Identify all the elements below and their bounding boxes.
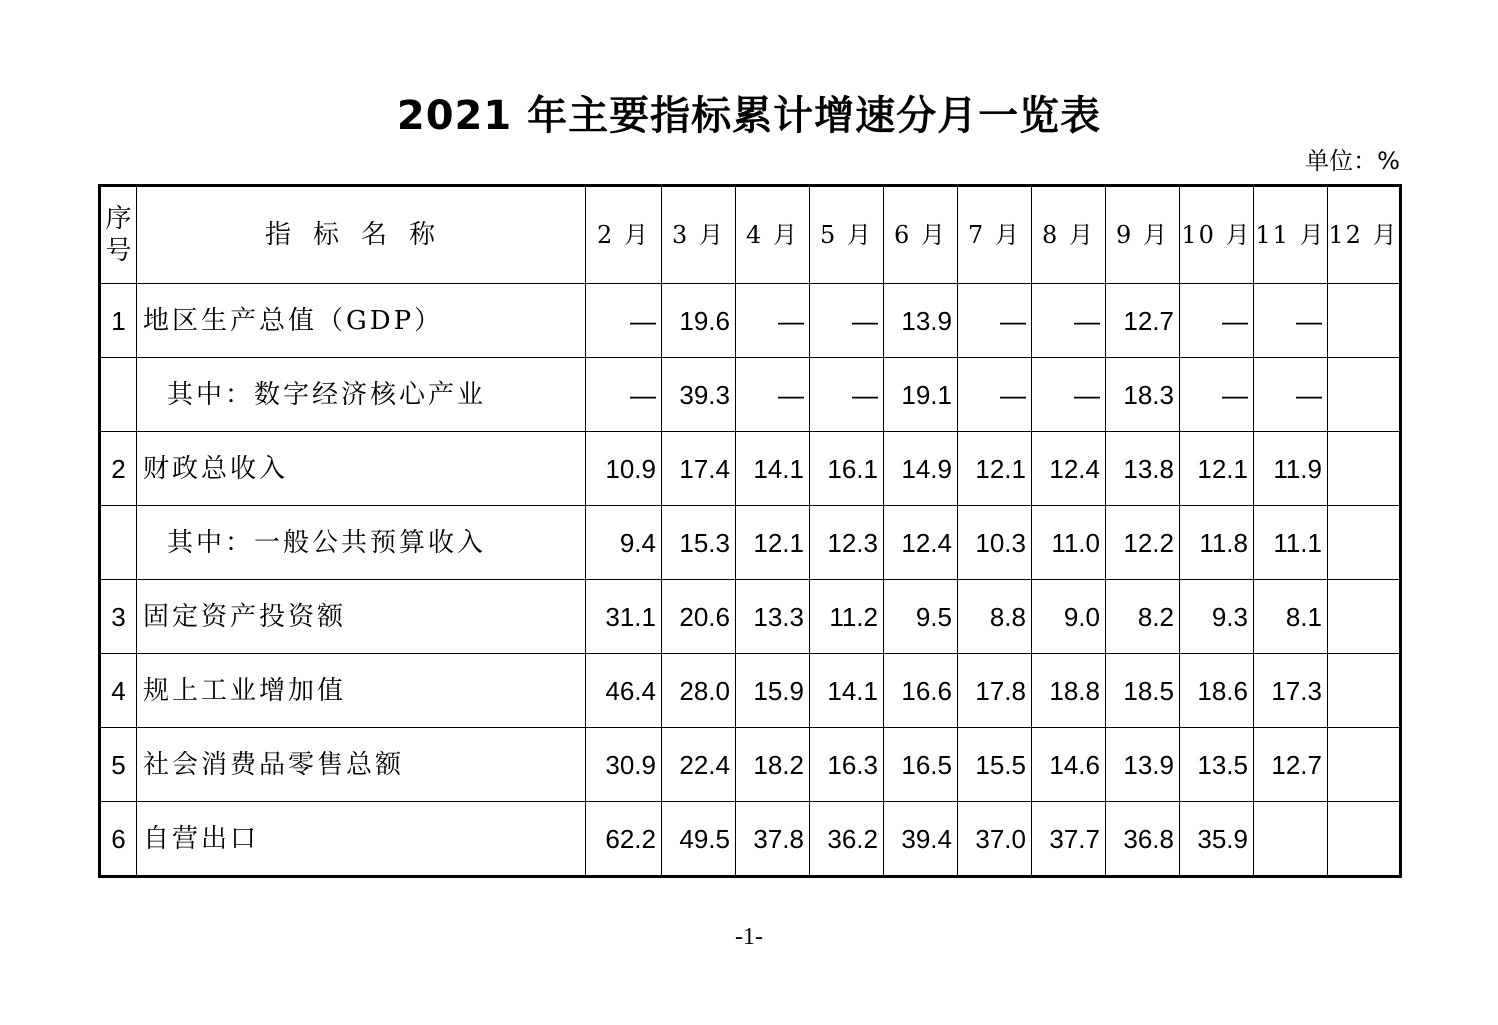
value-cell: 13.9 [884,284,958,358]
value-cell [1328,284,1401,358]
value-cell: 46.4 [586,654,662,728]
value-cell: 18.2 [736,728,810,802]
value-cell: 15.3 [662,506,736,580]
month-column-header: 4 月 [736,186,810,284]
indicator-table [98,184,1402,878]
value-cell: — [958,358,1032,432]
value-cell: 8.2 [1106,580,1180,654]
row-seq-cell: 6 [100,802,137,877]
value-cell: 20.6 [662,580,736,654]
value-cell: — [1032,284,1106,358]
month-column-header: 6 月 [884,186,958,284]
page-number: -1- [735,924,763,950]
row-seq-cell: 5 [100,728,137,802]
value-cell: 8.8 [958,580,1032,654]
value-cell: 39.3 [662,358,736,432]
value-cell: 12.7 [1106,284,1180,358]
month-column-header: 8 月 [1032,186,1106,284]
seq-header-top: 序 [105,204,132,234]
value-cell: 8.1 [1254,580,1328,654]
value-cell: — [1254,284,1328,358]
value-cell: 11.9 [1254,432,1328,506]
row-indicator-name: 地区生产总值（GDP） [137,284,586,358]
value-cell: 12.4 [884,506,958,580]
value-cell: 16.1 [810,432,884,506]
value-cell: 31.1 [586,580,662,654]
seq-header-bottom: 号 [105,236,132,266]
month-column-header: 7 月 [958,186,1032,284]
table-row [100,284,1401,358]
value-cell: 28.0 [662,654,736,728]
value-cell: 10.9 [586,432,662,506]
row-indicator-name: 固定资产投资额 [137,580,586,654]
value-cell [1328,580,1401,654]
value-cell: 62.2 [586,802,662,877]
value-cell: 12.1 [736,506,810,580]
value-cell: 14.1 [810,654,884,728]
value-cell: 14.6 [1032,728,1106,802]
value-cell: 16.3 [810,728,884,802]
table-row [100,432,1401,506]
value-cell: 19.1 [884,358,958,432]
value-cell: 30.9 [586,728,662,802]
month-column-header: 11 月 [1254,186,1328,284]
row-seq-cell: 3 [100,580,137,654]
value-cell: 16.6 [884,654,958,728]
value-cell: 39.4 [884,802,958,877]
value-cell: 12.1 [1180,432,1254,506]
value-cell: 49.5 [662,802,736,877]
seq-column-header [100,186,137,284]
row-indicator-name: 自营出口 [137,802,586,877]
value-cell: 18.5 [1106,654,1180,728]
row-indicator-name: 规上工业增加值 [137,654,586,728]
value-cell: 12.2 [1106,506,1180,580]
value-cell: — [736,358,810,432]
value-cell: 13.3 [736,580,810,654]
unit-label: 单位：% [1305,147,1400,175]
month-column-header: 5 月 [810,186,884,284]
row-indicator-name: 其中：一般公共预算收入 [137,506,586,580]
value-cell: 11.1 [1254,506,1328,580]
value-cell: — [810,284,884,358]
row-indicator-name: 其中：数字经济核心产业 [137,358,586,432]
value-cell: 11.8 [1180,506,1254,580]
name-column-header: 指标名称 [137,186,586,284]
value-cell: 17.3 [1254,654,1328,728]
value-cell [1328,506,1401,580]
month-column-header: 10 月 [1180,186,1254,284]
value-cell [1328,802,1401,877]
month-column-header: 3 月 [662,186,736,284]
table-row [100,728,1401,802]
value-cell: 35.9 [1180,802,1254,877]
value-cell: — [586,284,662,358]
value-cell: 9.4 [586,506,662,580]
value-cell: 14.9 [884,432,958,506]
row-indicator-name: 社会消费品零售总额 [137,728,586,802]
month-column-header: 12 月 [1328,186,1401,284]
value-cell [1328,358,1401,432]
table-row [100,654,1401,728]
month-column-header: 2 月 [586,186,662,284]
row-seq-cell: 2 [100,432,137,506]
value-cell: 37.0 [958,802,1032,877]
value-cell: 36.2 [810,802,884,877]
value-cell: 15.9 [736,654,810,728]
value-cell: 9.5 [884,580,958,654]
value-cell: 11.0 [1032,506,1106,580]
value-cell: 18.6 [1180,654,1254,728]
value-cell: 9.0 [1032,580,1106,654]
value-cell: — [810,358,884,432]
table-row [100,580,1401,654]
row-seq-cell [100,358,137,432]
value-cell: 17.8 [958,654,1032,728]
value-cell [1328,728,1401,802]
value-cell: — [1032,358,1106,432]
value-cell: — [958,284,1032,358]
value-cell: — [736,284,810,358]
value-cell: 10.3 [958,506,1032,580]
value-cell: 18.3 [1106,358,1180,432]
row-seq-cell [100,506,137,580]
value-cell: 36.8 [1106,802,1180,877]
value-cell: 13.8 [1106,432,1180,506]
value-cell [1328,654,1401,728]
value-cell: 14.1 [736,432,810,506]
value-cell [1254,802,1328,877]
value-cell: — [586,358,662,432]
value-cell: 13.5 [1180,728,1254,802]
value-cell: 15.5 [958,728,1032,802]
value-cell: 37.7 [1032,802,1106,877]
value-cell: 18.8 [1032,654,1106,728]
value-cell [1328,432,1401,506]
row-indicator-name: 财政总收入 [137,432,586,506]
table-row [100,802,1401,877]
value-cell: 12.3 [810,506,884,580]
value-cell: 16.5 [884,728,958,802]
page-title: 2021 年主要指标累计增速分月一览表 [396,93,1102,139]
value-cell: 19.6 [662,284,736,358]
value-cell: 9.3 [1180,580,1254,654]
value-cell: 22.4 [662,728,736,802]
table-row [100,506,1401,580]
value-cell: — [1180,284,1254,358]
row-seq-cell: 1 [100,284,137,358]
value-cell: 12.4 [1032,432,1106,506]
table-row [100,358,1401,432]
value-cell: 11.2 [810,580,884,654]
value-cell: 12.7 [1254,728,1328,802]
value-cell: 12.1 [958,432,1032,506]
value-cell: — [1180,358,1254,432]
value-cell: — [1254,358,1328,432]
value-cell: 17.4 [662,432,736,506]
row-seq-cell: 4 [100,654,137,728]
header-row [100,186,1401,284]
month-column-header: 9 月 [1106,186,1180,284]
table-body [100,284,1401,877]
value-cell: 37.8 [736,802,810,877]
value-cell: 13.9 [1106,728,1180,802]
